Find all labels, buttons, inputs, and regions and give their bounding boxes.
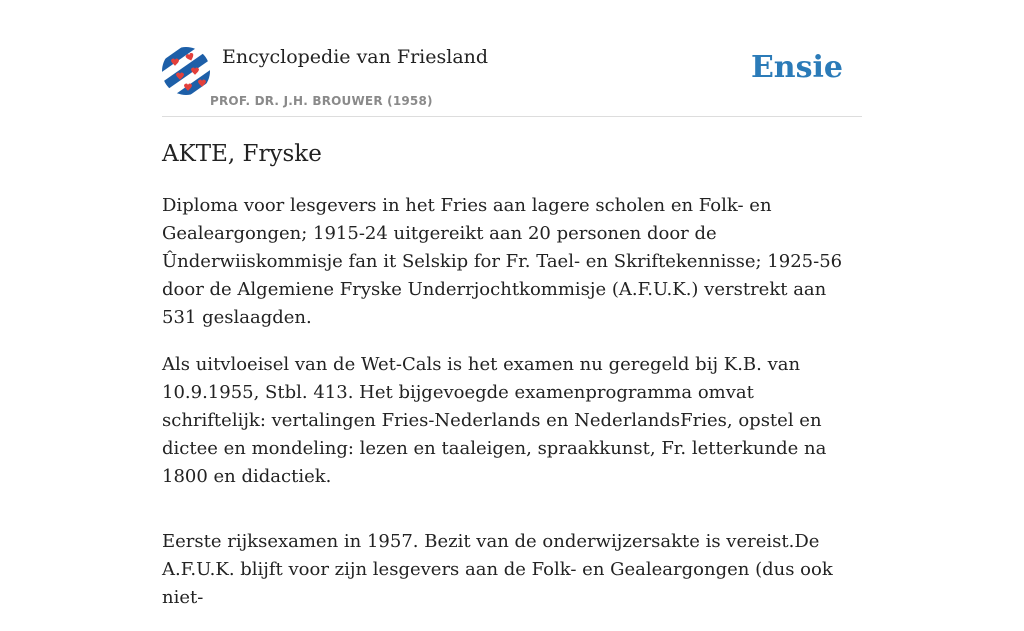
article-body [162,192,862,631]
site-title[interactable]: Encyclopedie van Friesland [222,46,489,68]
site-header [162,0,862,117]
page-container [162,0,862,608]
article-title: AKTE, Fryske [162,141,322,167]
article-paragraph: Diploma voor lesgevers in het Fries aan lagere scholen en Folk- en Gealeargongen; 1915-24 uitgereikt aan 20 personen door de Ûnderwiiskommisje fan it Selskip for Fr. Tael- en Skriftekennisse; 1925-56 door de Algemiene Fryske Underrjochtkommisje (A.F.U.K.) verstrekt aan 531 geslaagden. [162,195,843,328]
frisian-flag-icon[interactable] [162,47,210,95]
site-subtitle: PROF. DR. J.H. BROUWER (1958) [210,94,433,108]
article-paragraph: Eerste rijksexamen in 1957. Bezit van de onderwijzersakte is vereist.De A.F.U.K. blijft voor zijn lesgevers aan de Folk- en Gealeargongen (dus ook niet- [162,531,833,608]
brand-logo[interactable]: Ensie [750,50,843,85]
article-paragraph: Als uitvloeisel van de Wet-Cals is het examen nu geregeld bij K.B. van 10.9.1955, Stbl. 413. Het bijgevoegde examenprogramma omvat schriftelijk: vertalingen Fries-Nederlands en NederlandsFries, opstel en dictee en mondeling: lezen en taaleigen, spraakkunst, Fr. letterkunde na 1800 en didactiek. [162,354,827,487]
